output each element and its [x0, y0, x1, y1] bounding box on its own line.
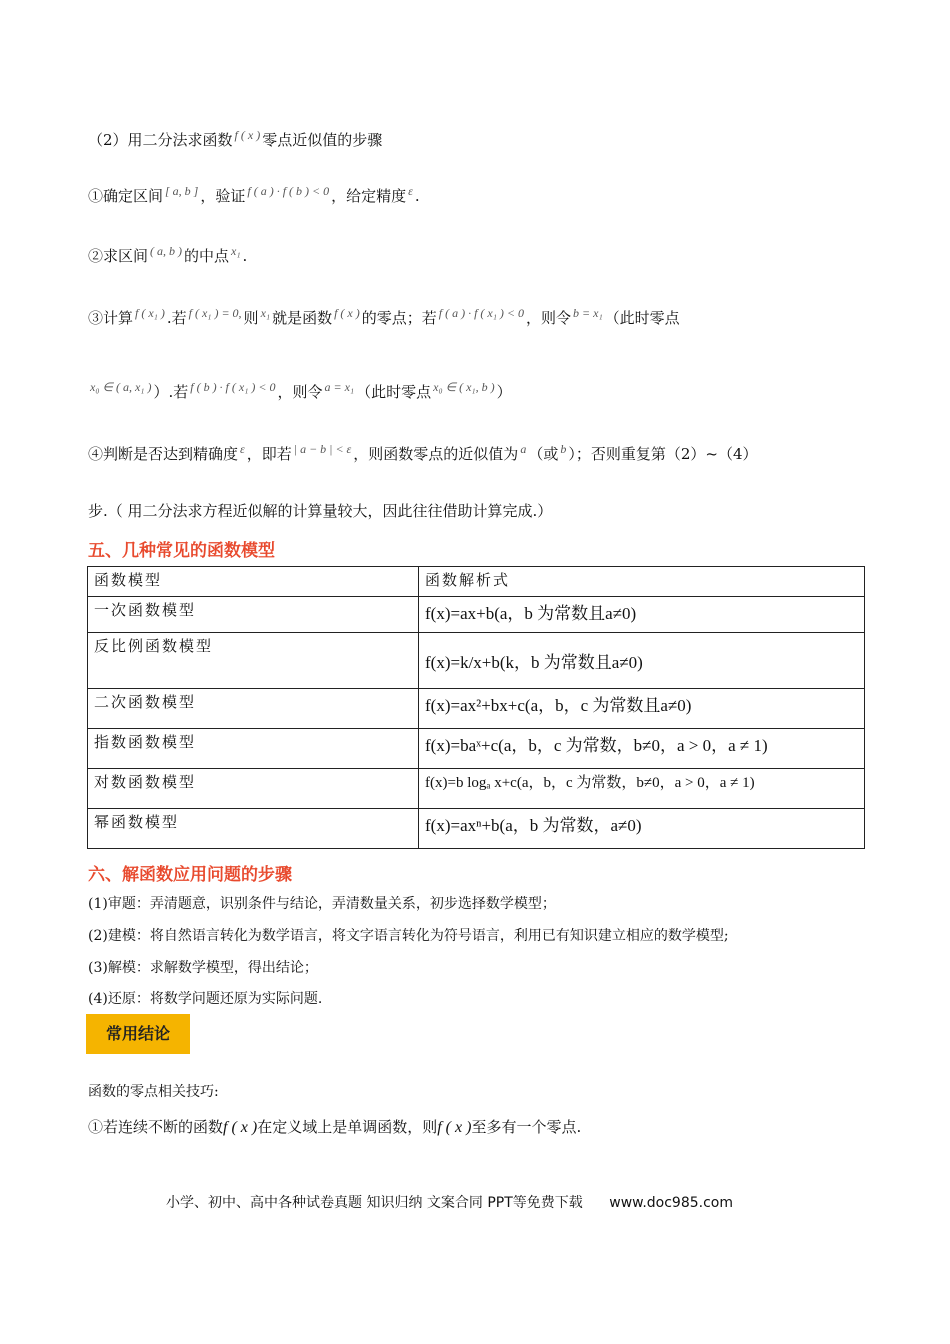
math: f ( x )	[223, 1119, 258, 1136]
table-row	[88, 809, 865, 849]
math: f ( x )	[437, 1119, 472, 1136]
footer-site: www.doc985.com	[609, 1195, 733, 1211]
list-item: (1)审题：弄清题意，识别条件与结论，弄清数量关系，初步选择数学模型；	[88, 896, 556, 912]
math: a = x₁	[324, 380, 355, 394]
list-item: (2)建模：将自然语言转化为数学语言，将文字语言转化为符号语言，利用已有知识建立相应的数学模型;	[88, 928, 729, 944]
text: （或	[528, 445, 559, 463]
bisection-step-3-cont	[88, 380, 512, 402]
math: x₁	[260, 306, 271, 320]
table-header-row	[88, 567, 865, 597]
text: 至多有一个零点.	[471, 1118, 582, 1136]
model-formula: f(x)=k/x+b(k，b 为常数且a≠0)	[419, 633, 865, 689]
text: （此时零点	[604, 309, 680, 327]
model-name: 指数函数模型	[88, 729, 419, 769]
text: .若	[166, 309, 187, 327]
text: ，则令	[277, 383, 323, 401]
math: b = x₁	[573, 306, 603, 320]
text: 就是函数	[272, 309, 333, 327]
text: ，则函数零点的近似值为	[353, 445, 519, 463]
math-condition: f ( a ) · f ( b ) < 0	[247, 184, 330, 198]
section-heading-models: 五、几种常见的函数模型	[88, 541, 275, 561]
table-row	[88, 689, 865, 729]
model-name: 二次函数模型	[88, 689, 419, 729]
math: b	[560, 442, 567, 456]
text: .	[242, 247, 248, 265]
text: ③计算	[88, 309, 134, 327]
function-models-table	[87, 566, 865, 849]
text: ②求区间	[88, 247, 149, 265]
text: 的零点；若	[361, 309, 437, 327]
math: x₀ ∈ ( x₁, b )	[433, 380, 495, 394]
math: x₀ ∈ ( a, x₁ )	[90, 380, 152, 394]
model-formula: f(x)=ax²+bx+c(a，b，c 为常数且a≠0)	[419, 689, 865, 729]
text: ④判断是否达到精确度	[88, 445, 239, 463]
math: f ( x )	[334, 306, 360, 320]
text: ，给定精度	[331, 187, 407, 205]
text: （此时零点	[356, 383, 432, 401]
text: ）	[496, 383, 512, 401]
model-formula: f(x)=ax+b(a，b 为常数且a≠0)	[419, 597, 865, 633]
bisection-title	[88, 128, 382, 150]
model-name: 反比例函数模型	[88, 633, 419, 689]
text: （2）用二分法求函数	[88, 131, 233, 149]
conclusions-intro: 函数的零点相关技巧:	[88, 1084, 219, 1100]
list-item: (3)解模：求解数学模型，得出结论；	[88, 960, 318, 976]
math: | a − b | < ε	[293, 442, 352, 456]
math: f ( x₁ ) = 0,	[188, 306, 242, 320]
table-row	[88, 729, 865, 769]
bisection-step-1	[88, 184, 420, 206]
conclusions-badge: 常用结论	[86, 1014, 190, 1054]
bisection-step-3	[88, 306, 680, 328]
page-footer	[166, 1192, 733, 1212]
text: ，即若	[246, 445, 292, 463]
text: ，验证	[200, 187, 246, 205]
conclusion-item-1	[88, 1116, 581, 1137]
bisection-step-2	[88, 244, 247, 266]
table-row	[88, 769, 865, 809]
text: ）.若	[153, 383, 189, 401]
text: 的中点	[184, 247, 230, 265]
model-formula: f(x)=axⁿ+b(a，b 为常数，a≠0)	[419, 809, 865, 849]
table-row	[88, 597, 865, 633]
math: f ( b ) · f ( x₁ ) < 0	[190, 380, 276, 394]
math-x1: x₁	[231, 244, 241, 258]
text: ）；否则重复第（2）~（4）	[568, 445, 758, 463]
text: ，则令	[526, 309, 572, 327]
model-name: 对数函数模型	[88, 769, 419, 809]
math-interval: [ a, b ]	[165, 184, 199, 198]
section-heading-steps: 六、解函数应用问题的步骤	[88, 865, 292, 885]
text: ①确定区间	[88, 187, 164, 205]
header-cell: 函数解析式	[419, 567, 865, 597]
table-row	[88, 633, 865, 689]
math-epsilon: ε	[408, 184, 413, 198]
header-cell: 函数模型	[88, 567, 419, 597]
model-name: 幂函数模型	[88, 809, 419, 849]
bisection-step-4	[88, 442, 758, 464]
math-interval: ( a, b )	[150, 244, 183, 258]
text: 在定义域上是单调函数，则	[257, 1118, 438, 1136]
text: .	[414, 187, 420, 205]
text: 则	[243, 309, 259, 327]
text: ①若连续不断的函数	[88, 1118, 224, 1136]
list-item: (4)还原：将数学问题还原为实际问题.	[88, 991, 323, 1007]
math: f ( x₁ )	[135, 306, 165, 320]
model-name: 一次函数模型	[88, 597, 419, 633]
text: 零点近似值的步骤	[262, 131, 383, 149]
math: a	[520, 442, 527, 456]
model-formula: f(x)=b logₐ x+c(a，b，c 为常数，b≠0，a > 0，a ≠ 1)	[419, 769, 865, 809]
model-formula: f(x)=baˣ+c(a，b，c 为常数，b≠0，a > 0，a ≠ 1)	[419, 729, 865, 769]
bisection-step-4-cont: 步.（ 用二分法求方程近似解的计算量较大，因此往往借助计算完成.）	[88, 502, 553, 520]
math: ε	[240, 442, 245, 456]
footer-text: 小学、初中、高中各种试卷真题 知识归纳 文案合同 PPT等免费下载	[166, 1195, 583, 1211]
math-fx: f ( x )	[234, 128, 261, 142]
math: f ( a ) · f ( x₁ ) < 0	[438, 306, 524, 320]
